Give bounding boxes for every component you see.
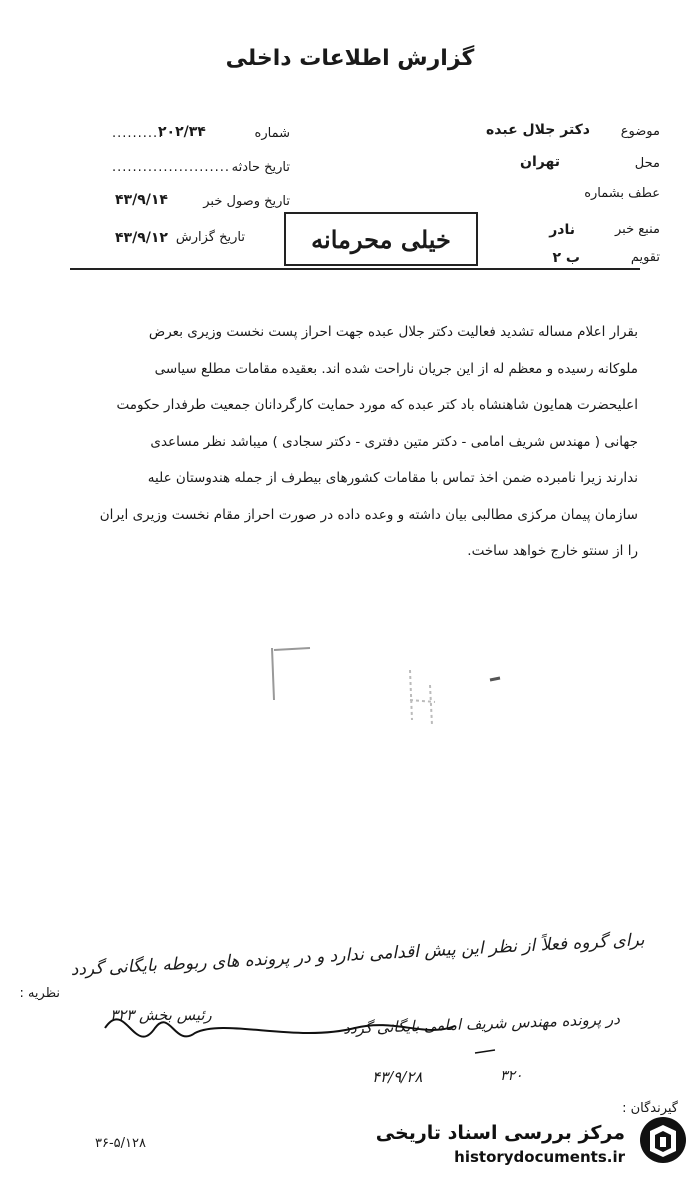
- number-label: شماره: [254, 126, 290, 141]
- event-date-dots: .......................: [112, 160, 231, 175]
- signature: [95, 998, 515, 1078]
- classification-stamp: [284, 212, 478, 266]
- watermark-url: historydocuments.ir: [454, 1148, 625, 1166]
- stamp-text: خیلی محرمانه: [311, 224, 451, 254]
- archive-logo-icon: [638, 1113, 688, 1167]
- number-value: ۲۰۲/۳۴: [158, 124, 206, 140]
- subject-value: دکتر جلال عبده: [486, 122, 590, 138]
- handwritten-number: ۳۲۰: [500, 1068, 523, 1084]
- body-line: اعلیحضرت همایون شاهنشاه باد کتر عبده که مورد حمایت کارگردانان جمعیت طرفدار حکومت: [116, 397, 638, 413]
- header-divider: [70, 268, 640, 270]
- source-label: منبع خبر: [615, 222, 660, 237]
- document-code: ۳۶-۵/۱۲۸: [95, 1136, 146, 1151]
- place-value: تهران: [520, 154, 560, 170]
- report-date-label: تاریخ گزارش: [175, 230, 245, 245]
- rating-label: تقویم: [630, 250, 660, 265]
- body-line: جهانی ( مهندس شریف امامی - دکتر متین دفتری - دکتر سجادی ) میباشد نظر مساعدی: [150, 433, 638, 450]
- event-date-label: تاریخ حادثه: [231, 160, 290, 175]
- handwritten-note-2: در پرونده مهندس شریف امامی بایگانی گردد: [342, 1010, 621, 1038]
- subject-label: موضوع: [620, 124, 660, 139]
- place-label: محل: [634, 156, 660, 171]
- scan-marks: [260, 640, 520, 730]
- opinion-label: نظریه :: [19, 986, 60, 1001]
- recipients-label: گیرندگان :: [622, 1101, 678, 1116]
- page-title: گزارش اطلاعات داخلی: [225, 46, 475, 71]
- report-body: [78, 314, 638, 570]
- rating-value: ب ۲: [552, 250, 580, 266]
- body-line: را از سنتو خارج خواهد ساخت.: [467, 543, 638, 559]
- body-line: سازمان پیمان مرکزی مطالبی بیان داشته و وعده داده در صورت احراز مقام نخست وزیری ایران: [99, 506, 638, 523]
- received-date-label: تاریخ وصول خبر: [203, 194, 290, 209]
- handwritten-note-1: برای گروه فعلاً از نظر این پیش اقدامی ندارد و در پرونده های ربوطه بایگانی گردد: [70, 930, 646, 981]
- report-date-value: ۴۳/۹/۱۲: [115, 230, 168, 246]
- body-line: بقرار اعلام مساله تشدید فعالیت دکتر جلال عبده جهت احراز پست نخست وزیری بعرض: [148, 324, 638, 340]
- reference-label: عطف بشماره: [584, 186, 660, 201]
- received-date-value: ۴۳/۹/۱۴: [115, 192, 168, 208]
- body-line: ملوکانه رسیده و معظم له از این جریان ناراحت شده اند. بعقیده مقامات مطلع سیاسی: [154, 360, 638, 377]
- number-dots: ..........: [112, 126, 164, 141]
- handwritten-note-3: رئیس بخش ۳۲۳: [110, 1006, 212, 1024]
- watermark-name: مرکز بررسی اسناد تاریخی: [375, 1122, 625, 1144]
- body-line: ندارند زیرا نامبرده ضمن اخذ تماس با مقامات کشورهای بیطرف از جمله هندوستان علیه: [147, 470, 638, 486]
- handwritten-date: ۴۳/۹/۲۸: [372, 1068, 423, 1086]
- source-value: نادر: [549, 222, 575, 238]
